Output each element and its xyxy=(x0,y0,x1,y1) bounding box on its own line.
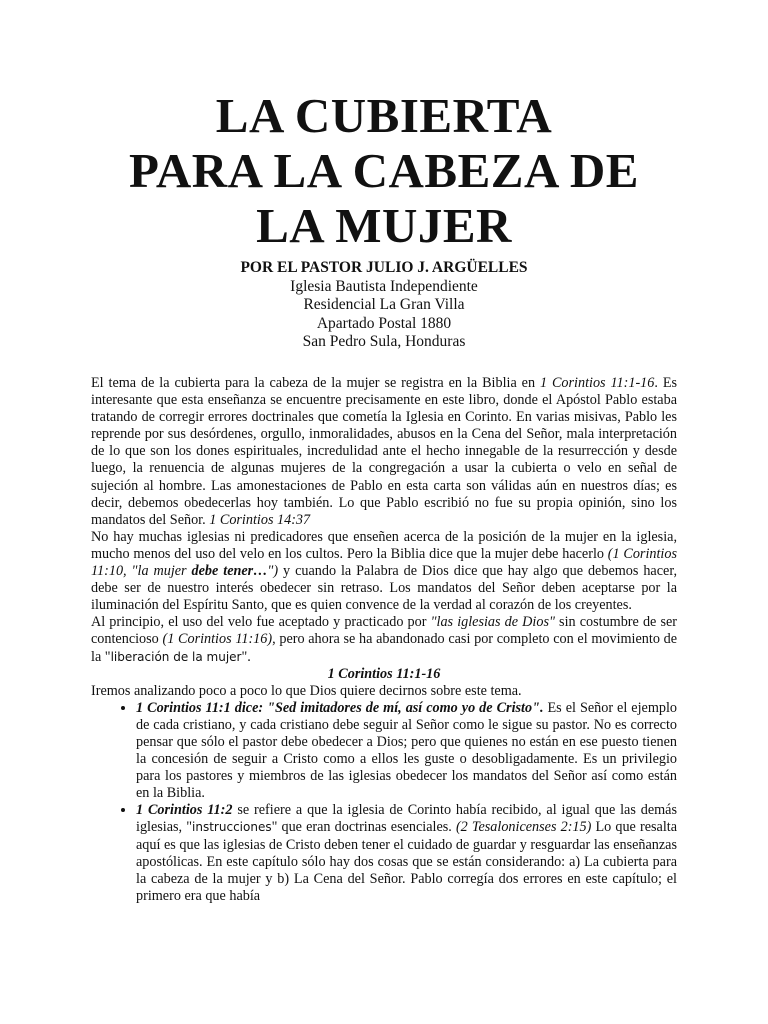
title-line-2: PARA LA CABEZA DE xyxy=(129,143,639,198)
church-line: Iglesia Bautista Independiente xyxy=(290,277,478,295)
bullet-item-2 xyxy=(136,802,677,905)
author-line: POR EL PASTOR JULIO J. ARGÜELLES xyxy=(240,259,528,276)
b2-ref-1: (2 Tesalonicenses 2:15) xyxy=(455,819,592,836)
b2-lead: 1 Corintios 11:2 xyxy=(136,802,233,819)
address-line-2: Apartado Postal 1880 xyxy=(316,314,452,332)
paragraph-velo xyxy=(91,529,677,614)
section-intro: Iremos analizando poco a poco lo que Dios quiere decirnos sobre este tema. xyxy=(91,682,522,699)
p2-text-2: y cuando la Palabra de Dios dice que hay algo que debemos hacer, debe ser de nuestro interés obedecer sin retraso. Los mandatos del Señor deben aceptarse por la iluminación del Espíritu Santo, que es quien convence de la verdad al corazón de los creyentes. xyxy=(91,563,678,614)
b2-text-1: se refiere a que la iglesia de Corinto había recibido, al igual que las demás iglesias, " xyxy=(136,802,677,836)
city-line: San Pedro Sula, Honduras xyxy=(302,333,466,350)
p3-text-3: , pero ahora se ha abandonado casi por completo con el movimiento de la " xyxy=(91,631,678,665)
title-line-1: LA CUBIERTA xyxy=(215,88,553,143)
p2-quote-3: ") xyxy=(267,563,279,580)
b1-lead: 1 Corintios 11:1 dice: "Sed imitadores de mí, así como yo de Cristo". xyxy=(136,699,544,716)
address-line-1: Residencial La Gran Villa xyxy=(303,296,465,313)
paragraph-principio xyxy=(91,614,677,665)
p3-quote-2: liberación de la mujer xyxy=(110,649,242,664)
document-title xyxy=(0,88,768,253)
b2-text-3: Lo que resalta aquí es que las iglesias de Cristo deben tener el cuidado de guardar y resguardar las enseñanzas apostólicas. En este capítulo sólo hay dos cosas que se están considerando: a) La cubierta para la cabeza de la mujer y b) La Cena del Señor. Pablo corregía dos errores en este capítulo; el primero era que había xyxy=(136,819,677,904)
p3-text-2: sin costumbre de ser contencioso xyxy=(91,614,677,648)
b2-quote-1: instrucciones xyxy=(192,820,272,835)
b2-text-2: " que eran doctrinas esenciales. xyxy=(271,819,456,836)
p1-text-2: . Es interesante que esta enseñanza se encuentre precisamente en este libro, donde el Apóstol Pablo estaba tratando de corregir errores doctrinales que cometía la Iglesia en Corinto. En varias misivas, Pablo les reprende por sus desórdenes, orgullo, inmoralidades, abusos en la Cena del Señor, mala interpretación de lo que son los dones espirituales, incredulidad ante el hecho innegable de la resurrección y desde luego, la renuencia de algunas mujeres de la congregación a usar la cubierta o velo en señal de sujeción al hombre. Las amonestaciones de Pablo en esta carta son válidas aún en nuestros días; es decir, debemos obedecerlas hoy también. Lo que Pablo escribió no fue su propia opinión, sino los mandatos del Señor. xyxy=(91,375,678,528)
p2-ref-1: (1 Corintios 11:10, xyxy=(91,545,677,580)
bullet-list xyxy=(91,700,677,905)
p2-text-1: No hay muchas iglesias ni predicadores que enseñen acerca de la posición de la mujer en la iglesia, mucho menos del uso del velo en los cultos. Pero la Biblia dice que la mujer debe hacerlo xyxy=(91,528,677,562)
byline xyxy=(0,259,768,352)
p1-text-1: El tema de la cubierta para la cabeza de la mujer se registra en la Biblia en xyxy=(91,375,540,391)
p3-text-4: ". xyxy=(241,648,251,665)
paragraph-intro xyxy=(91,375,677,529)
p1-ref-2: 1 Corintios 14:37 xyxy=(209,511,311,528)
document-body xyxy=(91,375,677,905)
bullet-item-1 xyxy=(136,700,677,803)
b1-text-1: Es el Señor el ejemplo de cada cristiano, y cada cristiano debe seguir al Señor como le sigue su pastor. No es correcto pensar que sólo el pastor debe obedecer a Dios; pero que quienes no están en ese puesto tienen la concesión de seguir a Cristo como a ellos les guste o desobligadamente. Es un privilegio para los pastores y miembros de las iglesias obedecer los mandatos del Señor así como están en la Biblia. xyxy=(136,699,678,802)
p2-quote-1: "la mujer xyxy=(131,563,192,580)
section-heading: 1 Corintios 11:1-16 xyxy=(327,665,441,682)
p3-ref-1: (1 Corintios 11:16) xyxy=(162,631,273,648)
p1-ref-1: 1 Corintios 11:1-16 xyxy=(539,375,655,391)
p3-text-1: Al principio, el uso del velo fue aceptado y practicado por xyxy=(91,614,431,631)
title-line-3: LA MUJER xyxy=(256,198,512,253)
p2-quote-2: debe tener… xyxy=(191,563,268,580)
p3-quote-1: "las iglesias de Dios" xyxy=(430,614,555,631)
